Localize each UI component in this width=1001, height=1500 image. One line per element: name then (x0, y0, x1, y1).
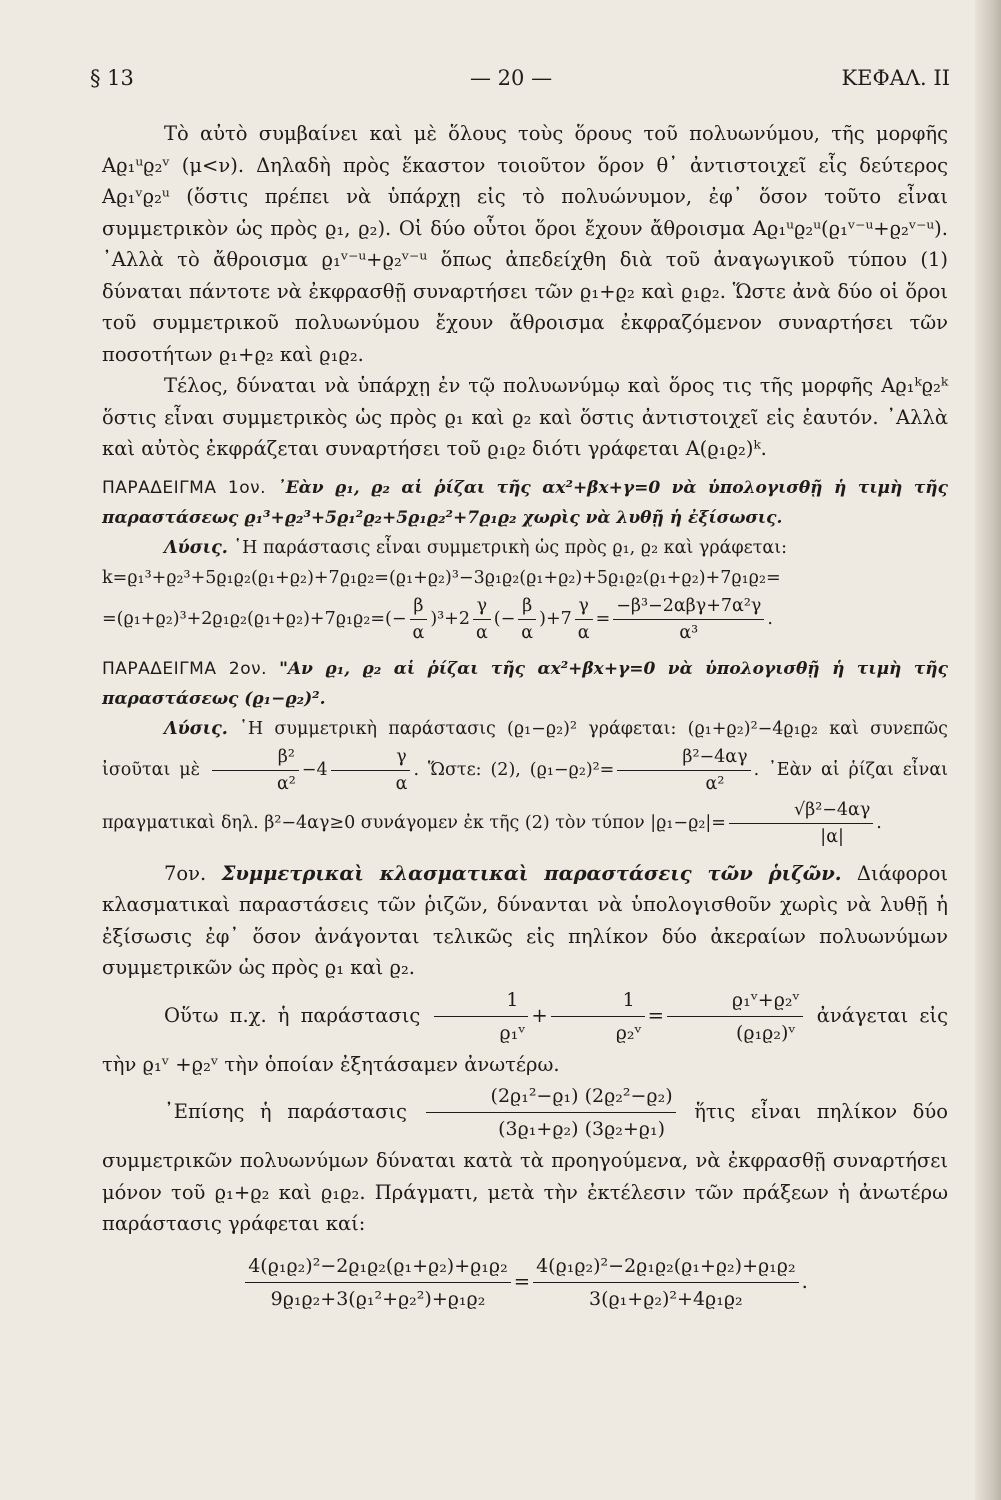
fraction-discriminant: $\frac{\text{β²−4αγ}}{\text{α²}}$ (617, 744, 750, 797)
eq2-term1-close: )³+2 (430, 608, 470, 629)
example-2-label: ΠΑΡΑΔΕΙΓΜΑ 2ον. (102, 658, 268, 679)
fraction-final-right: $\frac{\text{4(ϱ₁ϱ₂)²−2ϱ₁ϱ₂(ϱ₁+ϱ₂)+ϱ₁ϱ₂}}{\text{3(ϱ₁+ϱ₂)²+4ϱ₁ϱ₂}}$ (533, 1250, 799, 1315)
fraction-gamma-alpha: $\frac{\gamma}{\alpha}$ (473, 593, 491, 646)
eq2-term2-close: )+7 (539, 608, 572, 629)
example-quotient: ᾿Επίσης ἡ παράστασις $\frac{\text{(2ϱ₁²−ϱ₁) (2ϱ₂²−ϱ₂)}}{\text{(3ϱ₁+ϱ₂) (3ϱ₂+ϱ₁)}}$ ἥτις εἶναι πηλίκον δύο συμμετρικῶν πολυωνύμων δύναται κατὰ τὰ προηγούμενα, νὰ ἐκφρασθῇ συναρτήσει μόνον τοῦ ϱ₁+ϱ₂ καὶ ϱ₁ϱ₂. Πράγματι, μετὰ τὴν ἐκτέλεσιν τῶν πράξεων ἡ ἀνωτέρω παράστασις γράφεται καί: (102, 1080, 948, 1240)
section-7-title: Συμμετρικαὶ κλασματικαὶ παραστάσεις τῶν ῥιζῶν. (221, 861, 842, 885)
fraction-quotient-polynomials: $\frac{\text{(2ϱ₁²−ϱ₁) (2ϱ₂²−ϱ₂)}}{\text{(3ϱ₁+ϱ₂) (3ϱ₂+ϱ₁)}}$ (426, 1080, 676, 1145)
final-equation: $\frac{\text{4(ϱ₁ϱ₂)²−2ϱ₁ϱ₂(ϱ₁+ϱ₂)+ϱ₁ϱ₂}}{\text{9ϱ₁ϱ₂+3(ϱ₁²+ϱ₂²)+ϱ₁ϱ₂}}$ = $\frac{\text{4(ϱ₁ϱ₂)²−2ϱ₁ϱ₂(ϱ₁+ϱ₂)+ϱ₁ϱ₂}}{\text{3(ϱ₁+ϱ₂)²+4ϱ₁ϱ₂}}$ . (102, 1250, 948, 1315)
example-2-statement: "Αν ϱ₁, ϱ₂ αἱ ῥίζαι τῆς αx²+βx+γ=0 νὰ ὑπολογισθῇ ἡ τιμὴ τῆς παραστάσεως (ϱ₁−ϱ₂)². (102, 658, 948, 709)
example-2 (102, 654, 948, 714)
page-header (90, 66, 950, 100)
section-7 (102, 858, 948, 984)
example-1-label: ΠΑΡΑΔΕΙΓΜΑ 1ον. (102, 477, 267, 498)
section-number: § 13 (90, 66, 134, 90)
eq2-term1-open: (− (385, 608, 407, 629)
fraction-final-result: $\frac{\text{−β³−2αβγ+7α²γ}}{\text{α³}}$ (613, 593, 764, 646)
example-2-solution: Λύσις. ῾Η συμμετρικὴ παράστασις (ϱ₁−ϱ₂)² γράφεται: (ϱ₁+ϱ₂)²−4ϱ₁ϱ₂ καὶ συνεπῶς ἰσοῦται μὲ $\frac{\text{β²}}{\text{α²}}$ −4 $\frac{\gamma}{\alpha}$ . Ὥστε: (2), (ϱ₁−ϱ₂)²= $\frac{\text{β²−4αγ}}{\text{α²}}$ . ᾿Εὰν αἱ ῥίζαι εἶναι πραγματικαὶ δηλ. β²−4αγ≥0 συνάγομεν ἐκ τῆς (2) τὸν τύπον |ϱ₁−ϱ₂|= $\frac{\text{√β²−4αγ}}{|\alpha|}$ . (102, 714, 948, 850)
paragraph-symmetric-terms: Τὸ αὐτὸ συμβαίνει καὶ μὲ ὅλους τοὺς ὅρους τοῦ πολυωνύμου, τῆς μορφῆς Aϱ₁ᵘϱ₂ᵛ (μ<ν). Δηλαδὴ πρὸς ἕκαστον τοιοῦτον ὅρον θ᾿ ἀντιστοιχεῖ εἷς δεύτερος Aϱ₁ᵛϱ₂ᵘ (ὅστις πρέπει νὰ ὑπάρχῃ εἰς τὸ πολυώνυμον, ἐφ᾿ ὅσον τοῦτο εἶναι συμμετρικὸν ὡς πρὸς ϱ₁, ϱ₂). Οἱ δύο οὗτοι ὅροι ἔχουν ἄθροισμα Aϱ₁ᵘϱ₂ᵘ(ϱ₁ᵛ⁻ᵘ+ϱ₂ᵛ⁻ᵘ). ᾿Αλλὰ τὸ ἄθροισμα ϱ₁ᵛ⁻ᵘ+ϱ₂ᵛ⁻ᵘ ὅπως ἀπεδείχθη διὰ τοῦ ἀναγωγικοῦ τύπου (1) δύναται πάντοτε νὰ ἐκφρασθῇ συναρτήσει τῶν ϱ₁+ϱ₂ καὶ ϱ₁ϱ₂. Ὥστε ἀνὰ δύο οἱ ὅροι τοῦ συμμετρικοῦ πολυωνύμου ἔχουν ἄθροισμα ἐκφραζόμενον συναρτήσει τῶν ποσοτήτων ϱ₁+ϱ₂ καὶ ϱ₁ϱ₂. (102, 122, 948, 366)
fraction-beta2-alpha2: $\frac{\text{β²}}{\text{α²}}$ (212, 744, 299, 797)
eq2-term2-open: (− (493, 608, 516, 629)
fraction-gamma-alpha-ex2: $\frac{\gamma}{\alpha}$ (331, 744, 411, 797)
fraction-one-over-rho1: $\frac{1}{\text{ϱ₁ᵛ}}$ (434, 984, 528, 1049)
example-reciprocal-sum: Οὕτω π.χ. ἡ παράστασις $\frac{1}{\text{ϱ₁ᵛ}}$ + $\frac{1}{\text{ϱ₂ᵛ}}$ = $\frac{\text{ϱ₁ᵛ+ϱ₂ᵛ}}{\text{(ϱ₁ϱ₂)ᵛ}}$ ἀνάγεται εἰς τὴν ϱ₁ᵛ +ϱ₂ᵛ τὴν ὁποίαν ἐξητάσαμεν ἀνωτέρω. (102, 984, 948, 1081)
example-1-equation-1: k=ϱ₁³+ϱ₂³+5ϱ₁ϱ₂(ϱ₁+ϱ₂)+7ϱ₁ϱ₂=(ϱ₁+ϱ₂)³−3ϱ₁ϱ₂(ϱ₁+ϱ₂)+5ϱ₁ϱ₂(ϱ₁+ϱ₂)+7ϱ₁ϱ₂= (102, 567, 781, 588)
fraction-one-over-rho2: $\frac{1}{\text{ϱ₂ᵛ}}$ (551, 984, 645, 1049)
example-1-solution (102, 533, 948, 563)
fraction-gamma-alpha-2: $\frac{\gamma}{\alpha}$ (575, 593, 593, 646)
fraction-sum-over-product: $\frac{\text{ϱ₁ᵛ+ϱ₂ᵛ}}{\text{(ϱ₁ϱ₂)ᵛ}}$ (667, 984, 803, 1049)
section-7-text: Διάφοροι κλασματικαὶ παραστάσεις τῶν ῥιζῶν, δύνανται νὰ ὑπολογισθοῦν χωρὶς νὰ λυθῇ ἡ ἐξίσωσις ἐφ᾿ ὅσον ἀνάγονται τελικῶς εἰς πηλίκον δύο ἀκεραίων πολυωνύμων συμμετρικῶν ὡς πρὸς ϱ₁ καὶ ϱ₂. (102, 861, 949, 979)
paragraph-middle-term: Τέλος, δύναται νὰ ὑπάρχῃ ἐν τῷ πολυωνύμῳ καὶ ὅρος τις τῆς μορφῆς Aϱ₁ᵏϱ₂ᵏ ὅστις εἶναι συμμετρικὸς ὡς πρὸς ϱ₁ καὶ ϱ₂ καὶ ὅστις ἀντιστοιχεῖ εἰς ἑαυτόν. ᾿Αλλὰ καὶ αὐτὸς ἐκφράζεται συναρτήσει τοῦ ϱ₁ϱ₂ διότι γράφεται A(ϱ₁ϱ₂)ᵏ. (102, 374, 948, 460)
example-2-solution-label: Λύσις. (164, 718, 228, 739)
page-number: — 20 — (470, 66, 553, 90)
example-1-statement: ᾿Εὰν ϱ₁, ϱ₂ αἱ ῥίζαι τῆς αx²+βx+γ=0 νὰ ὑπολογισθῇ ἡ τιμὴ τῆς παραστάσεως ϱ₁³+ϱ₂³+5ϱ₁²ϱ₂+5ϱ₁ϱ₂²+7ϱ₁ϱ₂ χωρὶς νὰ λυθῇ ἡ ἐξίσωσις. (102, 477, 948, 528)
fraction-final-left: $\frac{\text{4(ϱ₁ϱ₂)²−2ϱ₁ϱ₂(ϱ₁+ϱ₂)+ϱ₁ϱ₂}}{\text{9ϱ₁ϱ₂+3(ϱ₁²+ϱ₂²)+ϱ₁ϱ₂}}$ (245, 1250, 511, 1315)
example-1-equation-2: =(ϱ₁+ϱ₂)³+2ϱ₁ϱ₂(ϱ₁+ϱ₂)+7ϱ₁ϱ₂=(− $\frac{\beta}{\alpha}$ )³+2 $\frac{\gamma}{\alpha}$ (− $\frac{\beta}{\alpha}$ )+7 $\frac{\gamma}{\alpha}$ = $\frac{\text{−β³−2αβγ+7α²γ}}{\text{α³}}$ . (102, 593, 948, 646)
fraction-beta-alpha-2: $\frac{\beta}{\alpha}$ (518, 593, 536, 646)
chapter-label: ΚΕΦΑΛ. II (841, 66, 950, 90)
eq2-left: =(ϱ₁+ϱ₂)³+2ϱ₁ϱ₂(ϱ₁+ϱ₂)+7ϱ₁ϱ₂= (102, 608, 385, 629)
fraction-sqrt-discriminant: $\frac{\text{√β²−4αγ}}{|\alpha|}$ (729, 797, 873, 850)
example-1 (102, 473, 948, 533)
fraction-beta-alpha: $\frac{\beta}{\alpha}$ (410, 593, 428, 646)
section-7-number: 7ον. (164, 861, 207, 885)
example-1-solution-label: Λύσις. (164, 537, 228, 558)
eq2-equals: = (595, 608, 611, 629)
page-body (102, 118, 948, 1323)
example-1-solution-text: ῾Η παράστασις εἶναι συμμετρικὴ ὡς πρὸς ϱ₁, ϱ₂ καὶ γράφεται: (233, 537, 787, 558)
page-edge (975, 0, 1001, 1500)
